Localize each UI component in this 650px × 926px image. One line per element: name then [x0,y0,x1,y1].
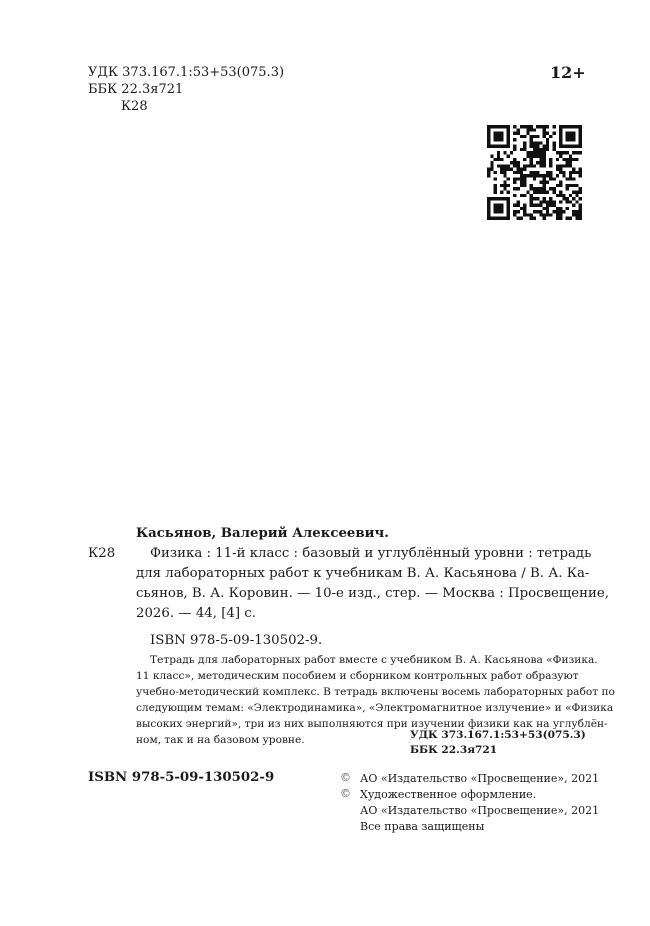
qr-code [487,125,582,220]
bibliographic-description [136,544,609,624]
entry-bbk: ББК 22.3я721 [410,744,498,756]
entry-isbn: ISBN 978-5-09-130502-9. [150,633,323,648]
abstract-line: следующим темам: «Электродинамика», «Электромагнитное излучение» и «Физика [136,702,614,714]
copyright-design-publisher: АО «Издательство «Просвещение», 2021 [360,804,600,817]
entry-author-mark: К28 [88,546,116,561]
udk-code: УДК 373.167.1:53+53(075.3) [88,65,285,80]
abstract-line: ном, так и на базовом уровне. [136,734,305,746]
description-line: сьянов, В. А. Коровин. — 10-е изд., стер. — Москва : Просвещение, [136,586,609,601]
copyright-design: Художественное оформление. [360,788,537,801]
qr-modules [487,125,582,220]
age-rating: 12+ [550,63,586,82]
description-line: 2026. — 44, [4] с. [136,606,256,621]
footer-isbn: ISBN 978-5-09-130502-9 [88,770,275,785]
abstract-line: 11 класс», методическим пособием и сборником контрольных работ образуют [136,670,579,682]
bbk-code: ББК 22.3я721 [88,82,184,97]
author-name: Касьянов, Валерий Алексеевич. [136,526,389,541]
author-mark: К28 [121,99,148,114]
abstract-line: Тетрадь для лабораторных работ вместе с учебником В. А. Касьянова «Физика. [150,654,598,666]
abstract-line: высоких энергий», три из них выполняются при изучении физики как на углублён- [136,718,608,730]
rights-reserved: Все права защищены [360,820,485,833]
copyright-icon: © [340,787,351,800]
abstract-line: учебно-методический комплекс. В тетрадь включены восемь лабораторных работ по [136,686,615,698]
copyright-icon: © [340,771,351,784]
copyright-publisher: АО «Издательство «Просвещение», 2021 [360,772,600,785]
description-line: Физика : 11-й класс : базовый и углублённый уровни : тетрадь [150,546,592,561]
entry-udk: УДК 373.167.1:53+53(075.3) [410,729,586,741]
description-line: для лабораторных работ к учебникам В. А. Касьянова / В. А. Ка- [136,566,590,581]
